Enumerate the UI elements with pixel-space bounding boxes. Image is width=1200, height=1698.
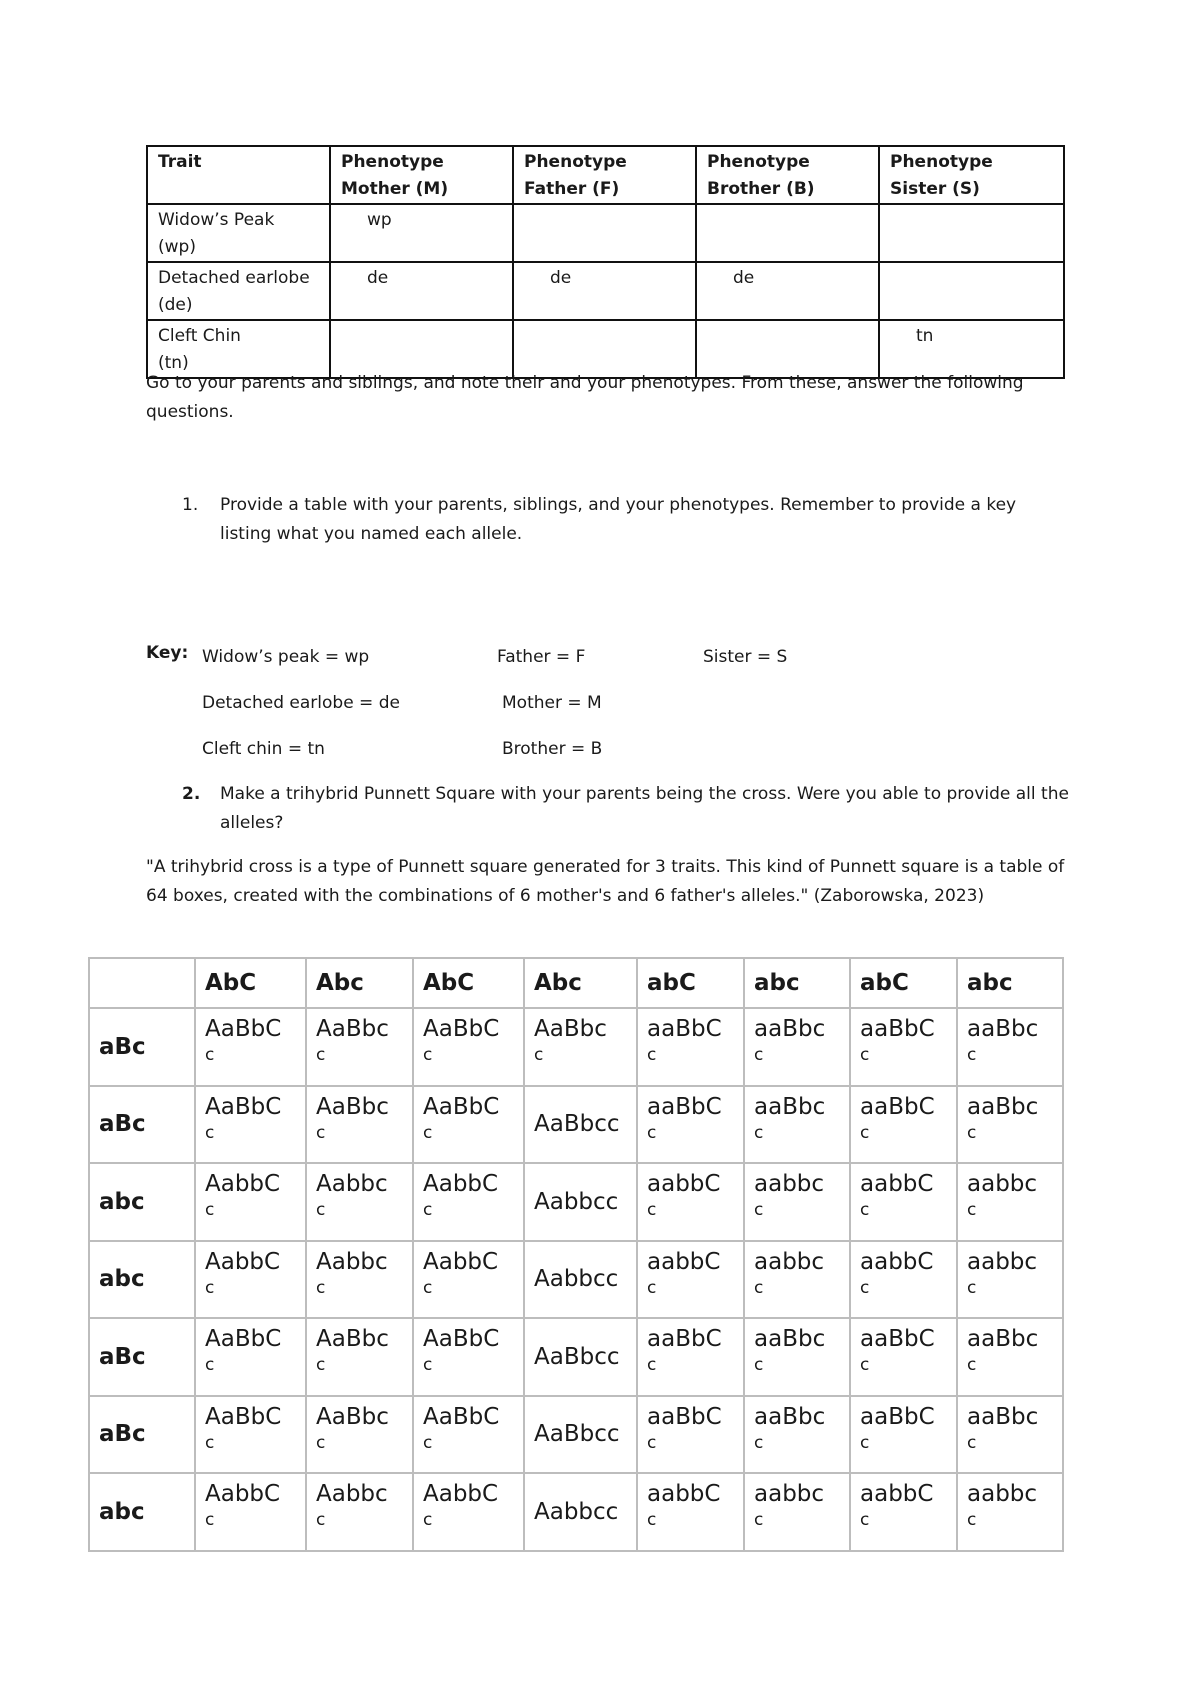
genotype-text: aaBbC <box>647 1016 722 1042</box>
genotype-text-wrap: c <box>205 1200 215 1220</box>
genotype-text: aaBbc <box>754 1093 826 1120</box>
genotype-text-wrap: c <box>316 1200 326 1220</box>
punnett-row-gamete: aBc <box>89 1008 195 1086</box>
genotype-text-wrap: c <box>860 1510 870 1530</box>
genotype-text-wrap: c <box>316 1122 326 1143</box>
key-item: Brother = B <box>502 739 603 759</box>
punnett-genotype-cell <box>957 1008 1063 1086</box>
header-mother-label: Phenotype Mother (M) <box>341 152 449 199</box>
key-item: Father = F <box>497 647 586 667</box>
brother-cell <box>696 204 879 262</box>
genotype-text: AaBbcc <box>534 1111 620 1138</box>
punnett-column-gamete: abC <box>850 958 957 1008</box>
genotype-text: AaBbc <box>316 1093 389 1120</box>
trait-label: Cleft Chin (tn) <box>158 326 241 373</box>
punnett-row <box>89 1086 1063 1164</box>
punnett-genotype-cell <box>524 1396 637 1474</box>
genotype-text-wrap: c <box>205 1277 215 1298</box>
genotype-text: AaBbC <box>205 1326 282 1352</box>
genotype-text: AaBbC <box>205 1093 282 1120</box>
genotype-text: AaBbc <box>316 1403 389 1430</box>
phenotype-table <box>146 145 1065 379</box>
genotype-text: AaBbc <box>534 1016 607 1042</box>
genotype-text: aabbC <box>860 1171 934 1197</box>
punnett-genotype-cell <box>524 1008 637 1086</box>
brother-cell: de <box>696 262 879 320</box>
genotype-text: AaBbC <box>205 1016 282 1042</box>
phenotype-row-widows-peak <box>147 204 1064 262</box>
punnett-row <box>89 1473 1063 1551</box>
genotype-text: aaBbC <box>860 1093 935 1120</box>
trait-label: Widow’s Peak (wp) <box>158 210 275 257</box>
punnett-row-gamete: aBc <box>89 1318 195 1396</box>
genotype-text: aaBbc <box>754 1016 826 1042</box>
genotype-text: AaBbc <box>316 1326 389 1352</box>
punnett-genotype-cell <box>195 1086 306 1164</box>
genotype-text: aaBbC <box>860 1326 935 1352</box>
header-sister-label: Phenotype Sister (S) <box>890 152 993 199</box>
genotype-text: aabbC <box>647 1248 721 1275</box>
genotype-text: Aabbc <box>316 1481 388 1507</box>
punnett-genotype-cell <box>957 1241 1063 1319</box>
genotype-text-wrap: c <box>423 1200 433 1220</box>
punnett-column-gamete: AbC <box>195 958 306 1008</box>
genotype-text: aaBbC <box>860 1403 935 1430</box>
genotype-text-wrap: c <box>860 1277 870 1298</box>
genotype-text-wrap: c <box>423 1355 433 1375</box>
punnett-genotype-cell <box>195 1396 306 1474</box>
punnett-genotype-cell <box>195 1008 306 1086</box>
punnett-genotype-cell <box>413 1163 524 1241</box>
punnett-genotype-cell <box>957 1318 1063 1396</box>
genotype-text-wrap: c <box>967 1277 977 1298</box>
genotype-text: aaBbc <box>754 1326 826 1352</box>
key-item: Detached earlobe = de <box>202 693 400 713</box>
genotype-text: AaBbcc <box>534 1421 620 1448</box>
punnett-genotype-cell <box>744 1396 850 1474</box>
punnett-genotype-cell <box>306 1473 413 1551</box>
genotype-text: aabbc <box>967 1171 1038 1197</box>
genotype-text: AabbC <box>423 1171 499 1197</box>
genotype-text-wrap: c <box>967 1122 977 1143</box>
punnett-genotype-cell <box>744 1318 850 1396</box>
punnett-genotype-cell <box>744 1241 850 1319</box>
genotype-text-wrap: c <box>967 1510 977 1530</box>
punnett-genotype-cell <box>195 1318 306 1396</box>
punnett-genotype-cell <box>524 1473 637 1551</box>
header-trait-label: Trait <box>158 152 202 172</box>
genotype-text: aaBbc <box>967 1326 1039 1352</box>
genotype-text-wrap: c <box>647 1432 657 1453</box>
punnett-column-gamete: abc <box>744 958 850 1008</box>
genotype-text: aabbc <box>967 1248 1038 1275</box>
genotype-text: aabbc <box>754 1248 825 1275</box>
genotype-text-wrap: c <box>205 1045 215 1065</box>
punnett-genotype-cell <box>413 1396 524 1474</box>
genotype-text: Aabbcc <box>534 1266 619 1293</box>
genotype-text: AabbC <box>423 1481 499 1507</box>
punnett-square <box>88 957 1064 1552</box>
genotype-text: aaBbC <box>647 1403 722 1430</box>
genotype-text: aabbC <box>860 1248 934 1275</box>
punnett-genotype-cell <box>850 1473 957 1551</box>
punnett-row <box>89 1396 1063 1474</box>
punnett-genotype-cell <box>524 1086 637 1164</box>
punnett-genotype-cell <box>195 1473 306 1551</box>
punnett-header-row <box>89 958 1063 1008</box>
punnett-genotype-cell <box>306 1318 413 1396</box>
punnett-genotype-cell <box>637 1473 744 1551</box>
genotype-text: AaBbC <box>205 1403 282 1430</box>
question-text: Provide a table with your parents, siblings, and your phenotypes. Remember to provide a key listing what you named each allele. <box>220 495 1017 544</box>
mother-cell: wp <box>330 204 513 262</box>
punnett-genotype-cell <box>306 1241 413 1319</box>
genotype-text-wrap: c <box>754 1045 764 1065</box>
punnett-column-gamete: AbC <box>413 958 524 1008</box>
genotype-text-wrap: c <box>860 1432 870 1453</box>
genotype-text: aabbc <box>754 1481 825 1507</box>
genotype-text-wrap: c <box>967 1045 977 1065</box>
genotype-text-wrap: c <box>647 1045 657 1065</box>
punnett-genotype-cell <box>850 1008 957 1086</box>
genotype-text: aaBbc <box>967 1093 1039 1120</box>
genotype-text: aaBbc <box>754 1403 826 1430</box>
mother-cell: de <box>330 262 513 320</box>
punnett-genotype-cell <box>637 1318 744 1396</box>
header-mother <box>330 146 513 204</box>
punnett-genotype-cell <box>306 1008 413 1086</box>
key-label: Key: <box>146 643 189 663</box>
genotype-text: aabbC <box>860 1481 934 1507</box>
punnett-row <box>89 1241 1063 1319</box>
citation-quote: "A trihybrid cross is a type of Punnett square generated for 3 traits. This kind of Punnett square is a table of 64 boxes, created with the combinations of 6 mother's and 6 father's alleles." (Zaborowska, 2023) <box>146 857 1065 906</box>
genotype-text-wrap: c <box>647 1355 657 1375</box>
genotype-text-wrap: c <box>860 1355 870 1375</box>
punnett-row <box>89 1318 1063 1396</box>
genotype-text-wrap: c <box>423 1045 433 1065</box>
genotype-text-wrap: c <box>754 1277 764 1298</box>
punnett-genotype-cell <box>413 1086 524 1164</box>
genotype-text-wrap: c <box>423 1277 433 1298</box>
genotype-text: AabbC <box>205 1248 281 1275</box>
punnett-genotype-cell <box>744 1008 850 1086</box>
punnett-genotype-cell <box>413 1318 524 1396</box>
genotype-text: aabbc <box>754 1171 825 1197</box>
intro-paragraph: Go to your parents and siblings, and note their and your phenotypes. From these, answer the following questions. <box>146 373 1024 422</box>
genotype-text-wrap: c <box>647 1122 657 1143</box>
punnett-genotype-cell <box>413 1008 524 1086</box>
punnett-genotype-cell <box>413 1241 524 1319</box>
punnett-row-gamete: aBc <box>89 1086 195 1164</box>
genotype-text-wrap: c <box>967 1355 977 1375</box>
genotype-text-wrap: c <box>423 1510 433 1530</box>
genotype-text-wrap: c <box>316 1432 326 1453</box>
punnett-genotype-cell <box>637 1241 744 1319</box>
punnett-genotype-cell <box>850 1241 957 1319</box>
punnett-row <box>89 1008 1063 1086</box>
genotype-text-wrap: c <box>967 1432 977 1453</box>
genotype-text: aaBbc <box>967 1403 1039 1430</box>
genotype-text: Aabbc <box>316 1248 388 1275</box>
trait-label: Detached earlobe (de) <box>158 268 310 315</box>
punnett-column-gamete: Abc <box>306 958 413 1008</box>
genotype-text: AaBbc <box>316 1016 389 1042</box>
sister-cell <box>879 262 1064 320</box>
genotype-text: AaBbC <box>423 1093 500 1120</box>
genotype-text: AaBbC <box>423 1016 500 1042</box>
trait-cell <box>147 262 330 320</box>
genotype-text-wrap: c <box>205 1510 215 1530</box>
sister-cell <box>879 204 1064 262</box>
genotype-text-wrap: c <box>754 1355 764 1375</box>
header-brother-label: Phenotype Brother (B) <box>707 152 815 199</box>
punnett-genotype-cell <box>957 1396 1063 1474</box>
genotype-text: AaBbcc <box>534 1343 620 1370</box>
genotype-text-wrap: c <box>754 1432 764 1453</box>
genotype-text-wrap: c <box>647 1510 657 1530</box>
punnett-genotype-cell <box>637 1163 744 1241</box>
genotype-text-wrap: c <box>316 1355 326 1375</box>
genotype-text-wrap: c <box>860 1045 870 1065</box>
punnett-row <box>89 1163 1063 1241</box>
punnett-genotype-cell <box>637 1086 744 1164</box>
genotype-text: AabbC <box>205 1481 281 1507</box>
genotype-text: Aabbcc <box>534 1498 619 1525</box>
key-item: Mother = M <box>502 693 602 713</box>
genotype-text-wrap: c <box>754 1200 764 1220</box>
header-father <box>513 146 696 204</box>
question-text: Make a trihybrid Punnett Square with your parents being the cross. Were you able to provide all the alleles? <box>220 784 1069 833</box>
punnett-genotype-cell <box>744 1086 850 1164</box>
punnett-column-gamete: Abc <box>524 958 637 1008</box>
genotype-text: aabbC <box>647 1481 721 1507</box>
sister-cell: tn <box>879 320 1064 378</box>
header-trait <box>147 146 330 204</box>
genotype-text-wrap: c <box>860 1122 870 1143</box>
genotype-text-wrap: c <box>316 1510 326 1530</box>
punnett-genotype-cell <box>306 1086 413 1164</box>
punnett-genotype-cell <box>850 1163 957 1241</box>
genotype-text-wrap: c <box>754 1510 764 1530</box>
genotype-text: aaBbc <box>967 1016 1039 1042</box>
punnett-corner-cell <box>89 958 195 1008</box>
question-number: 1. <box>182 495 199 515</box>
punnett-row-gamete: abc <box>89 1241 195 1319</box>
question-number: 2. <box>182 784 201 804</box>
genotype-text: aabbC <box>647 1171 721 1197</box>
genotype-text-wrap: c <box>647 1277 657 1298</box>
genotype-text-wrap: c <box>205 1122 215 1143</box>
punnett-genotype-cell <box>306 1163 413 1241</box>
punnett-column-gamete: abc <box>957 958 1063 1008</box>
genotype-text-wrap: c <box>860 1200 870 1220</box>
punnett-genotype-cell <box>637 1008 744 1086</box>
genotype-text-wrap: c <box>647 1200 657 1220</box>
trait-cell <box>147 204 330 262</box>
key-item: Widow’s peak = wp <box>202 647 370 667</box>
punnett-row-gamete: abc <box>89 1473 195 1551</box>
genotype-text-wrap: c <box>754 1122 764 1143</box>
punnett-genotype-cell <box>850 1086 957 1164</box>
genotype-text-wrap: c <box>205 1355 215 1375</box>
phenotype-header-row <box>147 146 1064 204</box>
key-item: Cleft chin = tn <box>202 739 325 759</box>
genotype-text: aaBbC <box>647 1326 722 1352</box>
punnett-genotype-cell <box>524 1163 637 1241</box>
genotype-text-wrap: c <box>316 1045 326 1065</box>
header-sister <box>879 146 1064 204</box>
phenotype-row-detached-earlobe <box>147 262 1064 320</box>
genotype-text-wrap: c <box>534 1045 544 1065</box>
punnett-genotype-cell <box>850 1396 957 1474</box>
genotype-text: aabbc <box>967 1481 1038 1507</box>
punnett-genotype-cell <box>413 1473 524 1551</box>
genotype-text-wrap: c <box>205 1432 215 1453</box>
punnett-genotype-cell <box>195 1241 306 1319</box>
genotype-text: AabbC <box>205 1171 281 1197</box>
header-father-label: Phenotype Father (F) <box>524 152 627 199</box>
genotype-text-wrap: c <box>316 1277 326 1298</box>
genotype-text: AabbC <box>423 1248 499 1275</box>
punnett-genotype-cell <box>306 1396 413 1474</box>
genotype-text: aaBbC <box>860 1016 935 1042</box>
punnett-genotype-cell <box>957 1473 1063 1551</box>
punnett-genotype-cell <box>744 1163 850 1241</box>
key-item: Sister = S <box>703 647 788 667</box>
punnett-row-gamete: abc <box>89 1163 195 1241</box>
punnett-genotype-cell <box>195 1163 306 1241</box>
genotype-text: aaBbC <box>647 1093 722 1120</box>
genotype-text-wrap: c <box>423 1122 433 1143</box>
genotype-text: Aabbcc <box>534 1188 619 1215</box>
punnett-genotype-cell <box>850 1318 957 1396</box>
punnett-genotype-cell <box>524 1318 637 1396</box>
genotype-text: AaBbC <box>423 1403 500 1430</box>
genotype-text: Aabbc <box>316 1171 388 1197</box>
punnett-genotype-cell <box>957 1163 1063 1241</box>
punnett-row-gamete: aBc <box>89 1396 195 1474</box>
punnett-genotype-cell <box>637 1396 744 1474</box>
genotype-text-wrap: c <box>423 1432 433 1453</box>
punnett-genotype-cell <box>744 1473 850 1551</box>
genotype-text-wrap: c <box>967 1200 977 1220</box>
genotype-text: AaBbC <box>423 1326 500 1352</box>
punnett-genotype-cell <box>524 1241 637 1319</box>
header-brother <box>696 146 879 204</box>
father-cell <box>513 204 696 262</box>
punnett-column-gamete: abC <box>637 958 744 1008</box>
punnett-genotype-cell <box>957 1086 1063 1164</box>
father-cell: de <box>513 262 696 320</box>
